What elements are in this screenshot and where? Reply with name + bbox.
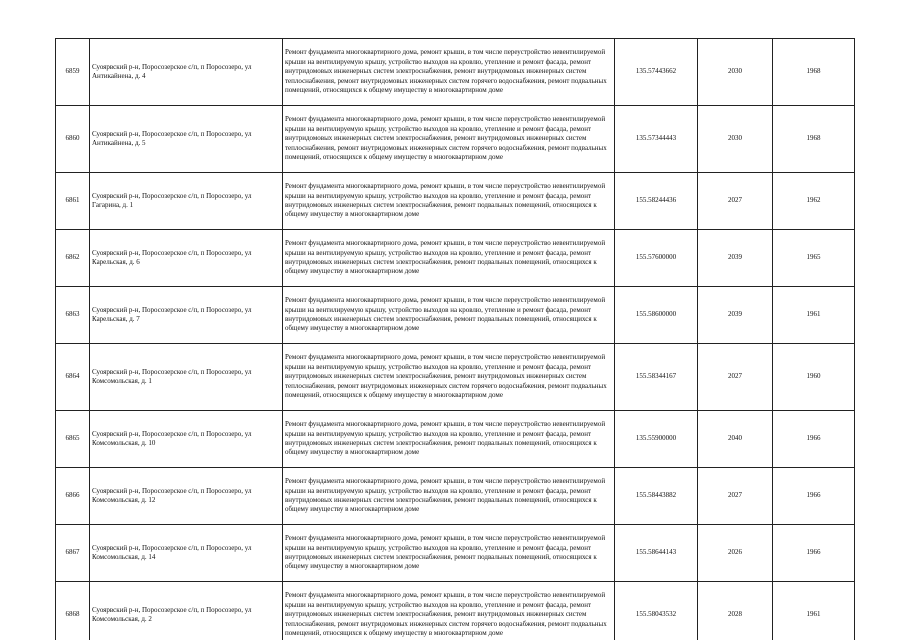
year-built: 1966 <box>773 525 855 582</box>
year-built: 1966 <box>773 468 855 525</box>
repair-works: Ремонт фундамента многоквартирного дома, ремонт крыши, в том числе переустройство невентилируемой крыши на вентилируемую крышу, устройство выходов на кровлю, утепление и ремонт фасада, ремонт внутридомовых инженерных систем электроснабжения, ремонт внутридомовых инженерных систем теплоснабжения, ремонт внутридомовых инженерных систем горячего водоснабжения, ремонт подвальных помещений, относящихся к общему имуществу в многоквартирном доме <box>283 39 615 106</box>
year-built: 1968 <box>773 106 855 173</box>
row-number: 6860 <box>56 106 90 173</box>
row-number: 6861 <box>56 173 90 230</box>
table-row <box>56 39 855 106</box>
cost-value: 155.58600000 <box>615 287 698 344</box>
year-built: 1960 <box>773 344 855 411</box>
repair-works: Ремонт фундамента многоквартирного дома, ремонт крыши, в том числе переустройство невентилируемой крыши на вентилируемую крышу, устройство выходов на кровлю, утепление и ремонт фасада, ремонт внутридомовых инженерных систем электроснабжения, ремонт подвальных помещений, относящихся к общему имуществу в многоквартирном доме <box>283 525 615 582</box>
planned-year: 2027 <box>698 344 773 411</box>
cost-value: 155.58344167 <box>615 344 698 411</box>
cost-value: 135.55900000 <box>615 411 698 468</box>
table-row <box>56 173 855 230</box>
planned-year: 2027 <box>698 173 773 230</box>
row-number: 6867 <box>56 525 90 582</box>
house-address: Суоярвский р-н, Поросозерское с/п, п Поросозеро, ул Комсомольская, д. 2 <box>90 582 283 640</box>
house-address: Суоярвский р-н, Поросозерское с/п, п Поросозеро, ул Комсомольская, д. 12 <box>90 468 283 525</box>
house-address: Суоярвский р-н, Поросозерское с/п, п Поросозеро, ул Карельская, д. 6 <box>90 230 283 287</box>
table-row <box>56 230 855 287</box>
cost-value: 155.57600000 <box>615 230 698 287</box>
capital-repair-table <box>55 38 855 640</box>
repair-works: Ремонт фундамента многоквартирного дома, ремонт крыши, в том числе переустройство невентилируемой крыши на вентилируемую крышу, устройство выходов на кровлю, утепление и ремонт фасада, ремонт внутридомовых инженерных систем электроснабжения, ремонт внутридомовых инженерных систем теплоснабжения, ремонт внутридомовых инженерных систем горячего водоснабжения, ремонт подвальных помещений, относящихся к общему имуществу в многоквартирном доме <box>283 582 615 640</box>
table-row <box>56 468 855 525</box>
repair-works: Ремонт фундамента многоквартирного дома, ремонт крыши, в том числе переустройство невентилируемой крыши на вентилируемую крышу, устройство выходов на кровлю, утепление и ремонт фасада, ремонт внутридомовых инженерных систем электроснабжения, ремонт подвальных помещений, относящихся к общему имуществу в многоквартирном доме <box>283 287 615 344</box>
planned-year: 2039 <box>698 230 773 287</box>
house-address: Суоярвский р-н, Поросозерское с/п, п Поросозеро, ул Комсомольская, д. 10 <box>90 411 283 468</box>
repair-works: Ремонт фундамента многоквартирного дома, ремонт крыши, в том числе переустройство невентилируемой крыши на вентилируемую крышу, устройство выходов на кровлю, утепление и ремонт фасада, ремонт внутридомовых инженерных систем электроснабжения, ремонт подвальных помещений, относящихся к общему имуществу в многоквартирном доме <box>283 173 615 230</box>
planned-year: 2040 <box>698 411 773 468</box>
cost-value: 135.57344443 <box>615 106 698 173</box>
year-built: 1961 <box>773 287 855 344</box>
house-address: Суоярвский р-н, Поросозерское с/п, п Поросозеро, ул Карельская, д. 7 <box>90 287 283 344</box>
cost-value: 155.58043532 <box>615 582 698 640</box>
row-number: 6865 <box>56 411 90 468</box>
repair-works: Ремонт фундамента многоквартирного дома, ремонт крыши, в том числе переустройство невентилируемой крыши на вентилируемую крышу, устройство выходов на кровлю, утепление и ремонт фасада, ремонт внутридомовых инженерных систем электроснабжения, ремонт внутридомовых инженерных систем теплоснабжения, ремонт внутридомовых инженерных систем горячего водоснабжения, ремонт подвальных помещений, относящихся к общему имуществу в многоквартирном доме <box>283 106 615 173</box>
row-number: 6859 <box>56 39 90 106</box>
house-address: Суоярвский р-н, Поросозерское с/п, п Поросозеро, ул Гагарина, д. 1 <box>90 173 283 230</box>
row-number: 6862 <box>56 230 90 287</box>
planned-year: 2028 <box>698 582 773 640</box>
table-row <box>56 582 855 640</box>
cost-value: 135.57443662 <box>615 39 698 106</box>
repair-works: Ремонт фундамента многоквартирного дома, ремонт крыши, в том числе переустройство невентилируемой крыши на вентилируемую крышу, устройство выходов на кровлю, утепление и ремонт фасада, ремонт внутридомовых инженерных систем электроснабжения, ремонт подвальных помещений, относящихся к общему имуществу в многоквартирном доме <box>283 411 615 468</box>
house-address: Суоярвский р-н, Поросозерское с/п, п Поросозеро, ул Комсомольская, д. 1 <box>90 344 283 411</box>
cost-value: 155.58443882 <box>615 468 698 525</box>
year-built: 1968 <box>773 39 855 106</box>
row-number: 6863 <box>56 287 90 344</box>
table-body <box>56 39 855 640</box>
year-built: 1965 <box>773 230 855 287</box>
repair-works: Ремонт фундамента многоквартирного дома, ремонт крыши, в том числе переустройство невентилируемой крыши на вентилируемую крышу, устройство выходов на кровлю, утепление и ремонт фасада, ремонт внутридомовых инженерных систем электроснабжения, ремонт подвальных помещений, относящихся к общему имуществу в многоквартирном доме <box>283 230 615 287</box>
table-row <box>56 287 855 344</box>
table-row <box>56 525 855 582</box>
year-built: 1961 <box>773 582 855 640</box>
cost-value: 155.58644143 <box>615 525 698 582</box>
cost-value: 155.58244436 <box>615 173 698 230</box>
planned-year: 2039 <box>698 287 773 344</box>
house-address: Суоярвский р-н, Поросозерское с/п, п Поросозеро, ул Антикайнена, д. 5 <box>90 106 283 173</box>
planned-year: 2030 <box>698 106 773 173</box>
planned-year: 2030 <box>698 39 773 106</box>
house-address: Суоярвский р-н, Поросозерское с/п, п Поросозеро, ул Комсомольская, д. 14 <box>90 525 283 582</box>
row-number: 6866 <box>56 468 90 525</box>
repair-works: Ремонт фундамента многоквартирного дома, ремонт крыши, в том числе переустройство невентилируемой крыши на вентилируемую крышу, устройство выходов на кровлю, утепление и ремонт фасада, ремонт внутридомовых инженерных систем электроснабжения, ремонт внутридомовых инженерных систем теплоснабжения, ремонт внутридомовых инженерных систем горячего водоснабжения, ремонт подвальных помещений, относящихся к общему имуществу в многоквартирном доме <box>283 344 615 411</box>
row-number: 6864 <box>56 344 90 411</box>
house-address: Суоярвский р-н, Поросозерское с/п, п Поросозеро, ул Антикайнена, д. 4 <box>90 39 283 106</box>
table-row <box>56 344 855 411</box>
planned-year: 2027 <box>698 468 773 525</box>
repair-works: Ремонт фундамента многоквартирного дома, ремонт крыши, в том числе переустройство невентилируемой крыши на вентилируемую крышу, устройство выходов на кровлю, утепление и ремонт фасада, ремонт внутридомовых инженерных систем электроснабжения, ремонт подвальных помещений, относящихся к общему имуществу в многоквартирном доме <box>283 468 615 525</box>
row-number: 6868 <box>56 582 90 640</box>
planned-year: 2026 <box>698 525 773 582</box>
table-row <box>56 411 855 468</box>
year-built: 1962 <box>773 173 855 230</box>
table-row <box>56 106 855 173</box>
year-built: 1966 <box>773 411 855 468</box>
